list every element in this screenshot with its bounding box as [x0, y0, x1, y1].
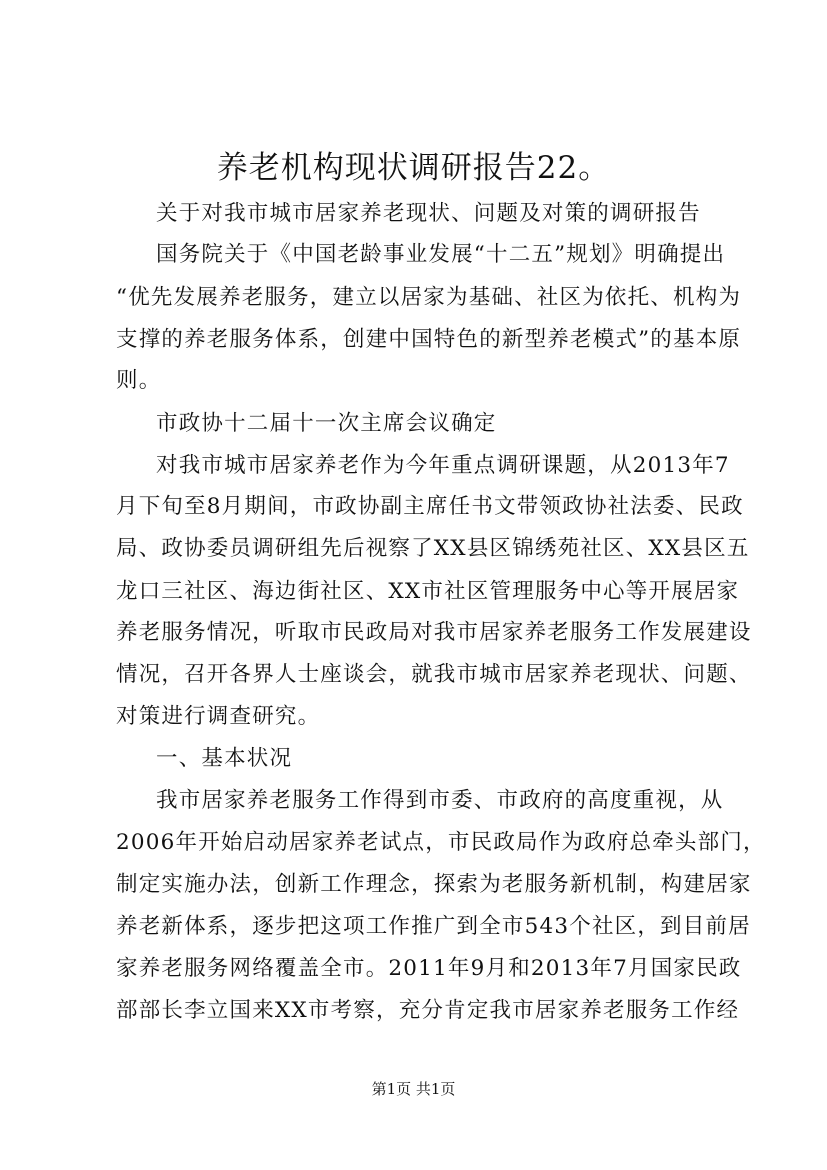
paragraph-line: 局、政协委员调研组先后视察了XX县区锦绣苑社区、XX县区五 — [116, 536, 750, 561]
paragraph-line: 对策进行调查研究。 — [116, 704, 321, 729]
paragraph-line: “优先发展养老服务，建立以居家为基础、社区为依托、机构为 — [116, 285, 742, 310]
paragraph-line: 家养老服务网络覆盖全市。2011年9月和2013年7月国家民政 — [116, 956, 742, 981]
paragraph-line: 月下旬至8月期间，市政协副主席任书文带领政协社法委、民政 — [116, 494, 744, 519]
paragraph-line: 支撑的养老服务体系，创建中国特色的新型养老模式”的基本原 — [116, 327, 742, 352]
paragraph-line: 2006年开始启动居家养老试点，市民政局作为政府总牵头部门， — [116, 830, 766, 855]
subtitle-line: 关于对我市城市居家养老现状、问题及对策的调研报告 — [156, 201, 701, 226]
paragraph-line: 制定实施办法，创新工作理念，探索为老服务新机制，构建居家 — [116, 872, 752, 897]
paragraph-line: 龙口三社区、海边街社区、XX市社区管理服务中心等开展居家 — [116, 579, 740, 604]
paragraph-line: 对我市城市居家养老作为今年重点调研课题，从2013年7 — [156, 453, 730, 478]
paragraph-line: 我市居家养老服务工作得到市委、市政府的高度重视，从 — [156, 788, 724, 813]
page-footer: 第1页 共1页 — [371, 1080, 456, 1098]
paragraph-line: 养老新体系，逐步把这项工作推广到全市543个社区，到目前居 — [116, 914, 751, 939]
paragraph-line: 则。 — [116, 368, 162, 393]
paragraph-line: 养老服务情况，听取市民政局对我市居家养老服务工作发展建设 — [116, 620, 752, 645]
paragraph-line: 市政协十二届十一次主席会议确定 — [156, 411, 497, 436]
section-heading: 一、基本状况 — [156, 746, 293, 771]
paragraph-line: 国务院关于《中国老龄事业发展“十二五”规划》明确提出 — [156, 242, 726, 267]
page-title: 养老机构现状调研报告22。 — [216, 150, 611, 186]
paragraph-line: 部部长李立国来XX市考察，充分肯定我市居家养老服务工作经 — [116, 998, 740, 1023]
paragraph-line: 情况，召开各界人士座谈会，就我市城市居家养老现状、问题、 — [116, 662, 752, 687]
